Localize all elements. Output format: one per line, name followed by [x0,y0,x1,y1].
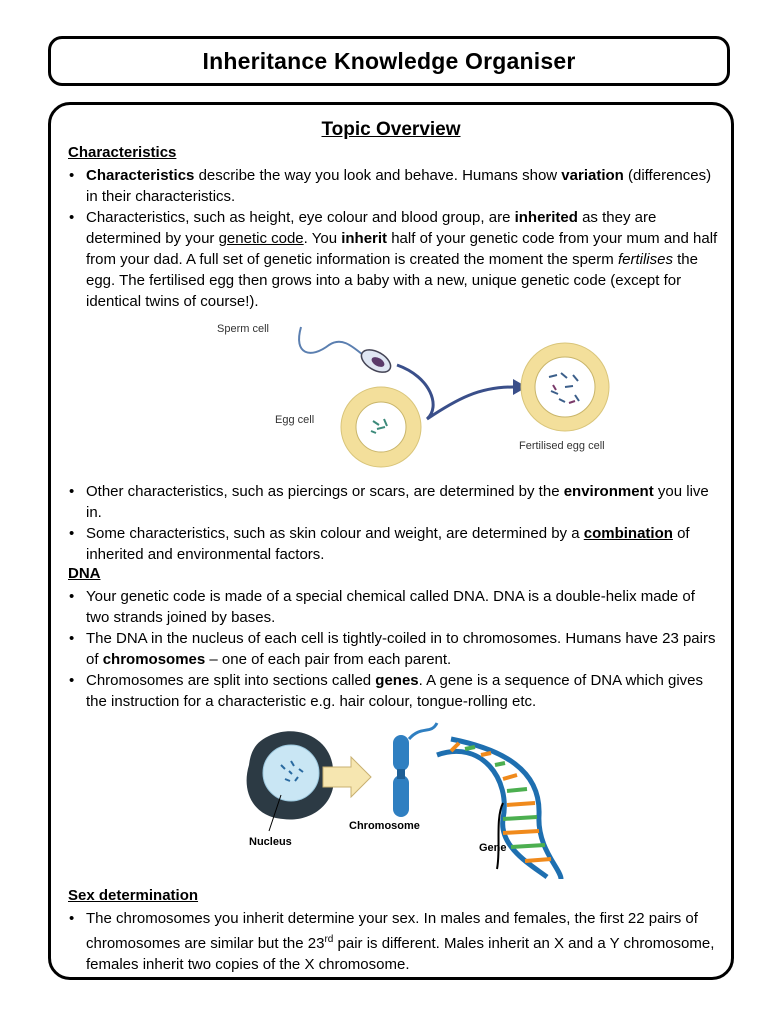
dna-helix-icon [437,739,561,879]
list-item: • Characteristics, such as height, eye colour and blood group, are inherited as they are determined by your genetic code. You inherit half of your genetic code from your mum and half from your dad. A full set of genetic information is created the moment the sperm fertilises the egg. The fertilised egg then grows into a baby with a new, unique genetic code (except for identical twins of course!). [68,207,718,312]
list-item: • Some characteristics, such as skin colour and weight, are determined by a combination of inherited and environmental factors. [68,523,718,565]
nucleus-label: Nucleus [249,836,292,848]
topic-overview-box [48,102,734,980]
sex-determination-heading: Sex determination [68,887,199,904]
characteristics-list-2 [68,481,718,565]
dna-list [68,586,718,712]
title-box [48,36,730,86]
egg-cell-icon [341,387,421,467]
list-item: • The chromosomes you inherit determine your sex. In males and females, the first 22 pairs of chromosomes are similar but the 23rd pair is different. Males inherit an X and a Y chromosome, females inherit two copies of the X chromosome. [68,908,718,975]
characteristics-list [68,165,718,312]
fertilised-egg-icon [521,343,609,431]
list-item: • Other characteristics, such as piercings or scars, are determined by the environment you live in. [68,481,718,523]
chromosome-icon [393,723,437,817]
page-title: Inheritance Knowledge Organiser [202,47,576,74]
fertilised-egg-label: Fertilised egg cell [519,440,605,452]
sperm-cell-label: Sperm cell [217,323,269,335]
dna-diagram [241,719,561,879]
list-item: • Chromosomes are split into sections called genes. A gene is a sequence of DNA which gives the instruction for a characteristic e.g. hair colour, tongue-rolling etc. [68,670,718,712]
sex-determination-list [68,908,718,975]
dna-heading: DNA [68,565,101,582]
list-item: • Your genetic code is made of a special chemical called DNA. DNA is a double-helix made of two strands joined by bases. [68,586,718,628]
sperm-cell-icon [299,327,394,377]
nucleus-icon [247,731,334,831]
fertilisation-diagram [201,315,605,475]
characteristics-heading: Characteristics [68,144,177,161]
list-item: • Characteristics describe the way you look and behave. Humans show variation (differences) in their characteristics. [68,165,718,207]
chromosome-label: Chromosome [349,820,420,832]
list-item: • The DNA in the nucleus of each cell is tightly-coiled in to chromosomes. Humans have 23 pairs of chromosomes – one of each pair from each parent. [68,628,718,670]
gene-label: Gene [479,842,507,854]
egg-cell-label: Egg cell [275,414,315,426]
topic-overview-heading: Topic Overview [321,119,461,140]
